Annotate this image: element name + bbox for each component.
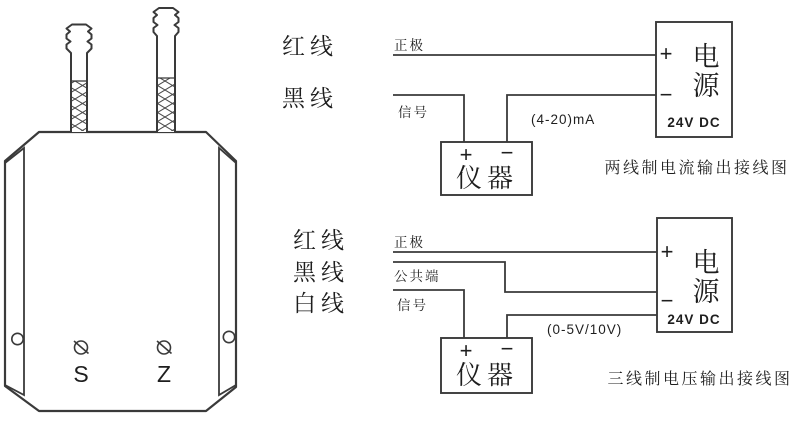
- voltage-diagram-caption: 三线制电压输出接线图: [607, 371, 793, 388]
- voltage-power-rating: 24V DC: [667, 312, 721, 327]
- barb-fitting-left: [67, 25, 92, 133]
- screw-s-label: S: [73, 361, 89, 387]
- barb-fitting-left-thread: [72, 81, 86, 131]
- voltage-white-wire-label: 白线: [293, 290, 349, 316]
- voltage-power-minus: −: [660, 288, 674, 313]
- current-instrument-label: 仪器: [455, 163, 519, 193]
- voltage-signal-label: 信号: [397, 298, 428, 313]
- voltage-instrument-plus: +: [459, 338, 473, 363]
- voltage-power-char2: 源: [692, 277, 720, 307]
- current-power-box: [656, 22, 732, 137]
- current-power-minus: −: [659, 82, 673, 107]
- screw-z: [157, 341, 172, 354]
- voltage-black-wire-label: 黑线: [293, 259, 349, 285]
- voltage-instrument-box: [441, 336, 532, 393]
- barb-fitting-right-thread: [158, 78, 174, 131]
- three-wire-voltage-diagram: [293, 218, 793, 393]
- device-body-outline: [5, 132, 236, 411]
- voltage-power-plus: +: [660, 239, 674, 264]
- barb-fitting-right: [154, 8, 179, 132]
- screw-z-label: Z: [156, 361, 172, 387]
- current-power-plus: +: [659, 41, 673, 66]
- current-red-wire-label: 红线: [282, 33, 338, 59]
- mounting-hole-right: [223, 331, 234, 342]
- current-power-rating: 24V DC: [667, 115, 721, 130]
- current-power-char2: 源: [692, 71, 720, 101]
- current-positive-label: 正极: [394, 38, 425, 53]
- current-power-char1: 电: [692, 42, 720, 72]
- current-instrument-minus: −: [500, 140, 514, 165]
- voltage-instrument-label: 仪器: [455, 360, 519, 390]
- voltage-red-wire-label: 红线: [293, 227, 349, 253]
- mounting-hole-left: [12, 333, 23, 344]
- current-range-label: (4-20)mA: [531, 112, 596, 127]
- screw-s: [74, 341, 89, 354]
- current-black-wire-label: 黑线: [282, 85, 338, 111]
- current-instrument-box: [441, 140, 532, 195]
- two-wire-current-diagram: [282, 22, 790, 195]
- voltage-positive-label: 正极: [394, 235, 425, 250]
- voltage-power-char1: 电: [692, 248, 720, 278]
- voltage-common-label: 公共端: [394, 269, 441, 284]
- current-signal-label: 信号: [398, 105, 429, 120]
- current-instrument-plus: +: [459, 142, 473, 167]
- pressure-transmitter-drawing: [5, 8, 236, 411]
- voltage-power-box: [657, 218, 732, 332]
- current-diagram-caption: 两线制电流输出接线图: [604, 160, 790, 177]
- voltage-range-label: (0-5V/10V): [547, 322, 623, 337]
- voltage-instrument-minus: −: [500, 336, 514, 361]
